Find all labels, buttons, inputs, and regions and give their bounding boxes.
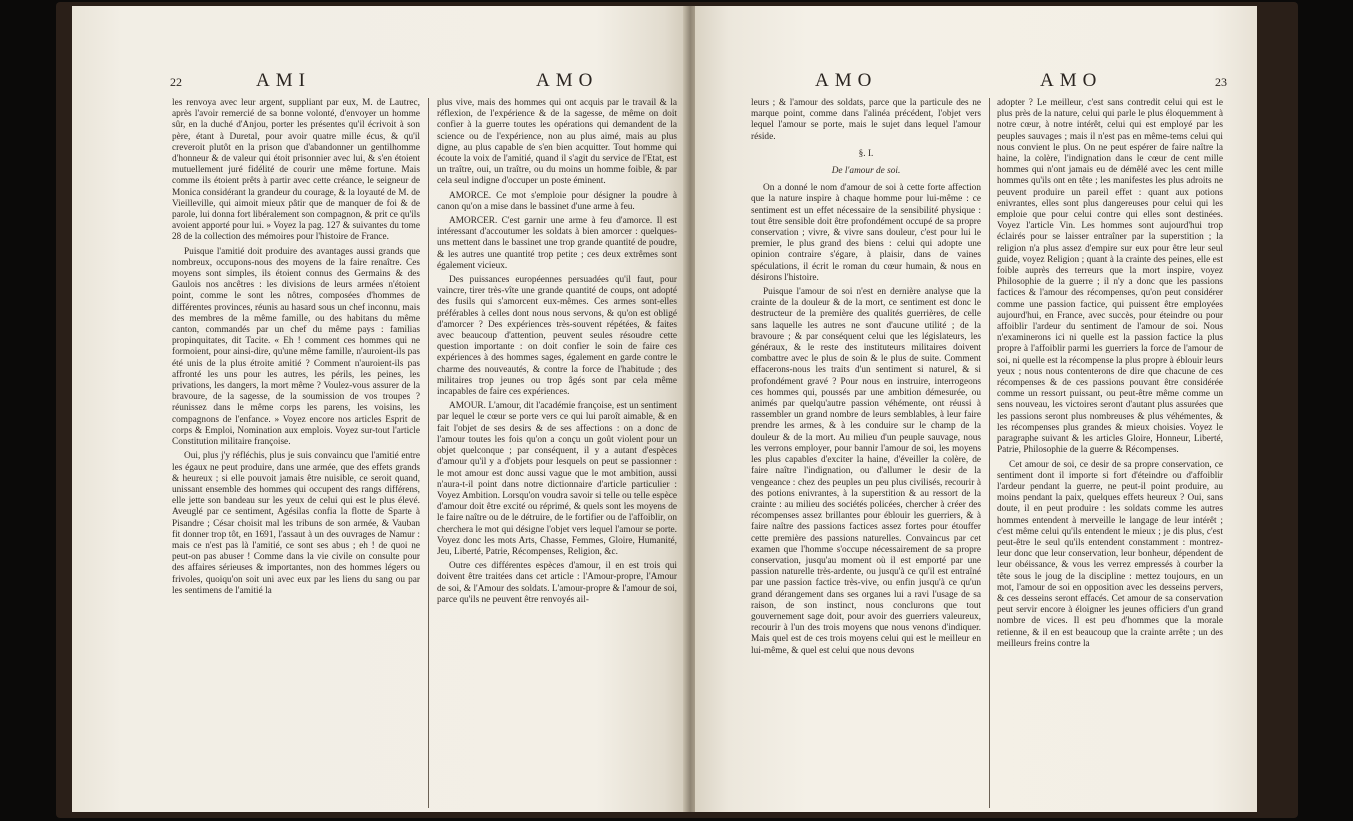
paragraph: plus vive, mais des hommes qui ont acquis par le travail & la réflexion, de l'expérience & de la sagesse, de même on doit confier à la guerre toutes les opérations qui demandent de la science ou de l'expérience, non au plus aimé, mais au plus digne, au plus capable de s'en bien acquitter. Tout homme qui écoute la voix de l'amitié, quand il s'agit du service de l'Etat, est un traître, oui, un traître, ou du moins un homme foible, & par cela seul indigne d'occuper un poste éminent.: [437, 98, 677, 187]
paragraph: On a donné le nom d'amour de soi à cette forte affection que la nature inspire à chaque homme pour lui-même : ce sentiment est un effet nécessaire de la sensibilité physique : tout être sensible doit être profondément occupé de sa propre conservation ; vivre, & vivre sans douleur, c'est pour lui le premier, le plus grand des biens : celui qui adopte une opinion contraire s'égare, à plaisir, dans de vaines spéculations, il écrit le roman du cœur humain, & nous en désirons l'histoire.: [751, 183, 981, 283]
running-head-right: AMO: [1040, 70, 1103, 91]
running-head-left: AMI: [256, 70, 311, 91]
paragraph: adopter ? Le meilleur, c'est sans contredit celui qui est le plus près de la nature, celui qui parle le plus éloquemment à notre cœur, à notre intérêt, celui qui est employé par les peuples sauvages ; mais il n'est pas en même-tems celui qui nous convient le plus. On ne peut espérer de faire naître la haine, la colère, l'indignation dans le cœur de cent mille hommes qui n'ont jamais eu de démêlé avec les cent mille hommes qu'ils ont en tête ; les manifestes les plus adroits ne peuvent produire un pareil effet : quant aux potions enivrantes, elles sont plus dangereuses pour celui qui les emploie que pour celui contre qui elles sont destinées. Voyez l'article Vin. Les hommes sont aujourd'hui trop éclairés pour se laisser entraîner par la superstition ; la religion n'a plus assez d'empire sur eux pour être leur seul guide, voyez Religion ; quant à la crainte des peines, elle est foible auprès des terreurs que la mort inspire, voyez Philosophie de la guerre ; il n'y a donc que les passions factices & l'amour des récompenses, qu'on peut considérer comme une passion factice, qui puissent être employées aujourd'hui, en France, avec succès, pour éteindre ou pour affoiblir l'ardeur du sentiment de l'amour de soi. Nous n'examinerons ici ni quelle est la passion factice la plus propre à l'affoiblir parmi les guerriers la force de l'amour de soi, ni quelle est la récompense la plus propre à éblouir leurs yeux ; nous nous contenterons de dire que chacune de ces récompenses & de ces passions pouvant être considérée comme un ressort puissant, ou peut-être même comme un sens nouveau, les victoires seront d'autant plus assurées que les passions seront plus nombreuses & plus véhémentes, & les récompenses plus grandes & mieux choisies. Voyez le paragraphe suivant & les articles Gloire, Honneur, Liberté, Patrie, Philosophie de la guerre & Récompenses.: [997, 98, 1223, 456]
text-column-1: [172, 98, 420, 600]
paragraph: AMORCE. Ce mot s'emploie pour désigner la poudre à canon qu'on a mise dans le bassinet d'une arme à feu.: [437, 190, 677, 212]
text-column-1: [751, 98, 981, 660]
paragraph: Cet amour de soi, ce desir de sa propre conservation, ce sentiment dont il importe si fort d'éteindre ou d'affoiblir l'ardeur pendant la guerre, ne peut-il point produire, au moins pendant la paix, quelques effets heureux ? Oui, sans doute, il en peut produire : les soldats comme les autres hommes entendent à merveille le langage de leur intérêt ; c'est même celui qu'ils entendent le mieux ; je dis plus, c'est peut-être le seul qu'ils entendent constamment : montrez-leur donc que leur conservation, leur bonheur, dépendent de leur obéissance, & vous les verrez empressés à courber la tête sous le joug de la discipline : mettez toujours, en un mot, l'amour de soi en opposition avec les desseins pervers, & ces desseins seront effacés. Cet amour de sa conservation peut servir encore à éloigner les jeunes officiers d'un grand nombre de vices. Il est peu d'hommes que la morale retienne, & il en est beaucoup que la crainte arrête ; un des meilleurs freins contre la: [997, 459, 1223, 649]
paragraph: les renvoya avec leur argent, suppliant par eux, M. de Lautrec, après l'avoir remercié de sa bonne volonté, d'envoyer un homme sûr, en la duché d'Anjou, porter les présentes qu'il écrivoit à son père, étant à Duretal, pour avoir quatre mille écus, & qu'il creveroit plutôt en la prison que d'abandonner un gentilhomme d'honneur & de valeur qui étoit prisonnier avec lui, & s'en étoient mutuellement juré fidélité de courir une même fortune. Mais comme ils étoient prêts à partir avec cette créance, le seigneur de Monica considérant la grandeur du courage, & la loyauté de M. de Vieilleville, qui aimoit mieux pâtir que de manquer de foi & de parole, lui donna fort libéralement son compagnon, & prit ce qu'ils avoient apporté pour lui. » Voyez la pag. 127 & suivantes du tome 28 de la collection des mémoires pour l'histoire de France.: [172, 98, 420, 243]
paragraph: Des puissances européennes persuadées qu'il faut, pour vaincre, tirer très-vîte une grande quantité de coups, ont adopté des fusils qui s'amorcent eux-mêmes. Ces armes sont-elles préférables à celles dont nous nous servons, & qu'on est obligé d'amorcer ? Des expériences très-souvent répétées, & faites avec beaucoup d'attention, peuvent seules résoudre cette question importante : on doit confier le soin de faire ces expériences à des hommes sages, également en garde contre le charme des nouveautés, & contre la force de l'habitude ; des militaires trop jeunes ou trop âgés sont par cela même incapables de faire ces expériences.: [437, 275, 677, 398]
paragraph: Oui, plus j'y réfléchis, plus je suis convaincu que l'amitié entre les égaux ne peut produire, dans une armée, que des effets grands & heureux ; si elle pouvoit jamais être nuisible, ce seroit quand, unissant ensemble des hommes qui occupent des rangs différens, elle jette son bandeau sur les yeux de celui qui est le plus élevé. Aveuglé par ce sentiment, Agésilas confia la flotte de Sparte à Pisandre ; César choisit mal les tribuns de son armée, & Vauban fit donner trop tôt, en 1691, l'assaut à un des ouvrages de Namur : mais ce n'est pas là l'amitié, ce sont ses abus ; eh ! de quoi ne peut-on pas abuser ! Comme dans la vie civile on consulte pour des affaires sérieuses & importantes, non des hommes légers ou frivoles, quoiqu'on soit uni avec eux par les liens du sang ou par les sentimens de l'amitié la: [172, 451, 420, 596]
paragraph: Puisque l'amitié doit produire des avantages aussi grands que nombreux, occupons-nous des moyens de la faire renaître. Ces moyens sont simples, ils étoient connus des Germains & des Gaulois nos ancêtres : les divisions de leurs armées n'étoient point, comme le sont les nôtres, composées d'hommes de différentes provinces, réunis au hasard sous un chef inconnu, mais des membres de la même famille, ou des habitans du même canton, commandés par un chef du même pays : familias propinquitates, dit Tacite. « Eh ! comment ces hommes qui ne formoient, pour ainsi-dire, qu'une même famille, n'auroient-ils pas été unis de la plus étroite amitié ? Comment n'auroient-ils pas affronté les uns pour les autres, les périls, les peines, les privations, les dangers, la mort même ? Voulez-vous assurer de la bravoure, de la sagesse, de la soumission de vos troupes ? réunissez dans le même corps les parens, les voisins, les compagnons de l'enfance. » Voyez encore nos articles Esprit de corps & Emploi, Nomination aux emplois. Voyez sur-tout l'article Constitution militaire françoise.: [172, 246, 420, 448]
page-number: 23: [1215, 75, 1227, 89]
text-column-2: [997, 98, 1223, 653]
section-subtitle: De l'amour de soi.: [831, 166, 901, 177]
running-head-right: AMO: [536, 70, 599, 91]
column-rule: [989, 98, 990, 808]
paragraph: Puisque l'amour de soi n'est en dernière analyse que la crainte de la douleur & de la mort, ce sentiment est donc le destructeur de la première des qualités guerrières, de celle sans laquelle les autres ne sont d'aucune utilité ; de la bravoure ; & par conséquent celui que les législateurs, les généraux, & le reste des instituteurs militaires doivent combattre avec le plus de soin & le plus de suite. Comment effacerons-nous les traits d'un sentiment si naturel, & si profondément gravé ? Pour nous en instruire, interrogeons ces hommes qui, poussés par une ambition démesurée, ou animés par quelqu'autre passion véhémente, ont réussi à rassembler un grand nombre de leurs semblables, à leur faire prendre les armes, & à les conduire sur le champ de la douleur & de la mort. Au milieu d'un peuple sauvage, nous les verrons employer, pour bannir l'amour de soi, les moyens les plus capables d'exciter la haine, d'éveiller la colère, de faire naître l'indignation, ou d'allumer le desir de la vengeance : chez des peuples un peu plus civilisés, recourir à des potions enivrantes, à la superstition & au ressort de la crainte : au milieu des sociétés policées, chercher à créer des récompenses assez brillantes pour éblouir les guerriers, & à faire naître des passions factices assez fortes pour étouffer cette première des passions naturelles. Convaincus par cet examen que l'homme s'occupe nécessairement de sa propre conservation, jusqu'au moment où il est emporté par une passion naturelle très-ardente, ou jusqu'à ce qu'il est entraîné par une passion factice très-vive, ou enfin jusqu'à ce qu'un grand dérangement dans ses organes lui a ravi l'usage de sa raison, de son instinct, nous conclurons que tout gouvernement sage doit, pour avoir des guerriers valeureux, recourir à l'un des trois moyens que nous venons d'indiquer. Mais quel est de ces trois moyens celui qui est le meilleur en lui-même, & quel est celui que nous devons: [751, 287, 981, 656]
paragraph: Outre ces différentes espèces d'amour, il en est trois qui doivent être traitées dans cet article : l'Amour-propre, l'Amour de soi, & l'Amour des soldats. L'amour-propre & l'amour de soi, parce qu'ils ne peuvent être renvoyés ail-: [437, 561, 677, 605]
left-page: [72, 6, 689, 812]
section-title: §. I.: [858, 148, 874, 159]
paragraph: AMORCER. C'est garnir une arme à feu d'amorce. Il est intéressant d'accoutumer les soldats à bien amorcer : quelques-uns mettent dans le bassinet une trop grande quantité de poudre, & les autres une quantité trop petite ; ces deux extrêmes sont également vicieux.: [437, 216, 677, 271]
page-number: 22: [170, 75, 182, 89]
paragraph: leurs ; & l'amour des soldats, parce que la particule des ne marque point, comme dans l'alinéa précédent, l'objet vers lequel l'amour se porte, mais le sujet dans lequel l'amour réside.: [751, 98, 981, 142]
column-rule: [428, 98, 429, 808]
paragraph: AMOUR. L'amour, dit l'académie françoise, est un sentiment par lequel le cœur se porte vers ce qui lui paroît aimable, & en fait l'objet de ses desirs & de ses affections : on a donc de l'amour toutes les fois qu'on a conçu un goût violent pour un objet quelconque ; par conséquent, il y a autant d'espèces d'amour qu'il y a d'objets pour lesquels on peut se passionner : le mot amour est donc aussi vague que le mot ambition, aussi n'aura-t-il point dans notre dictionnaire d'article particulier : Voyez Ambition. Lorsqu'on voudra savoir si telle ou telle espèce d'amour doit être excité ou réprimé, & quels sont les moyens de le faire naître ou de le détruire, de le fortifier ou de l'affoiblir, on cherchera le mot qui désigne l'objet vers lequel l'amour se porte. Voyez donc les mots Arts, Chasse, Femmes, Gloire, Humanité, Jeu, Liberté, Patrie, Récompenses, Religion, &c.: [437, 401, 677, 557]
right-page: [695, 6, 1257, 812]
text-column-2: [437, 98, 677, 609]
running-head-left: AMO: [815, 70, 878, 91]
